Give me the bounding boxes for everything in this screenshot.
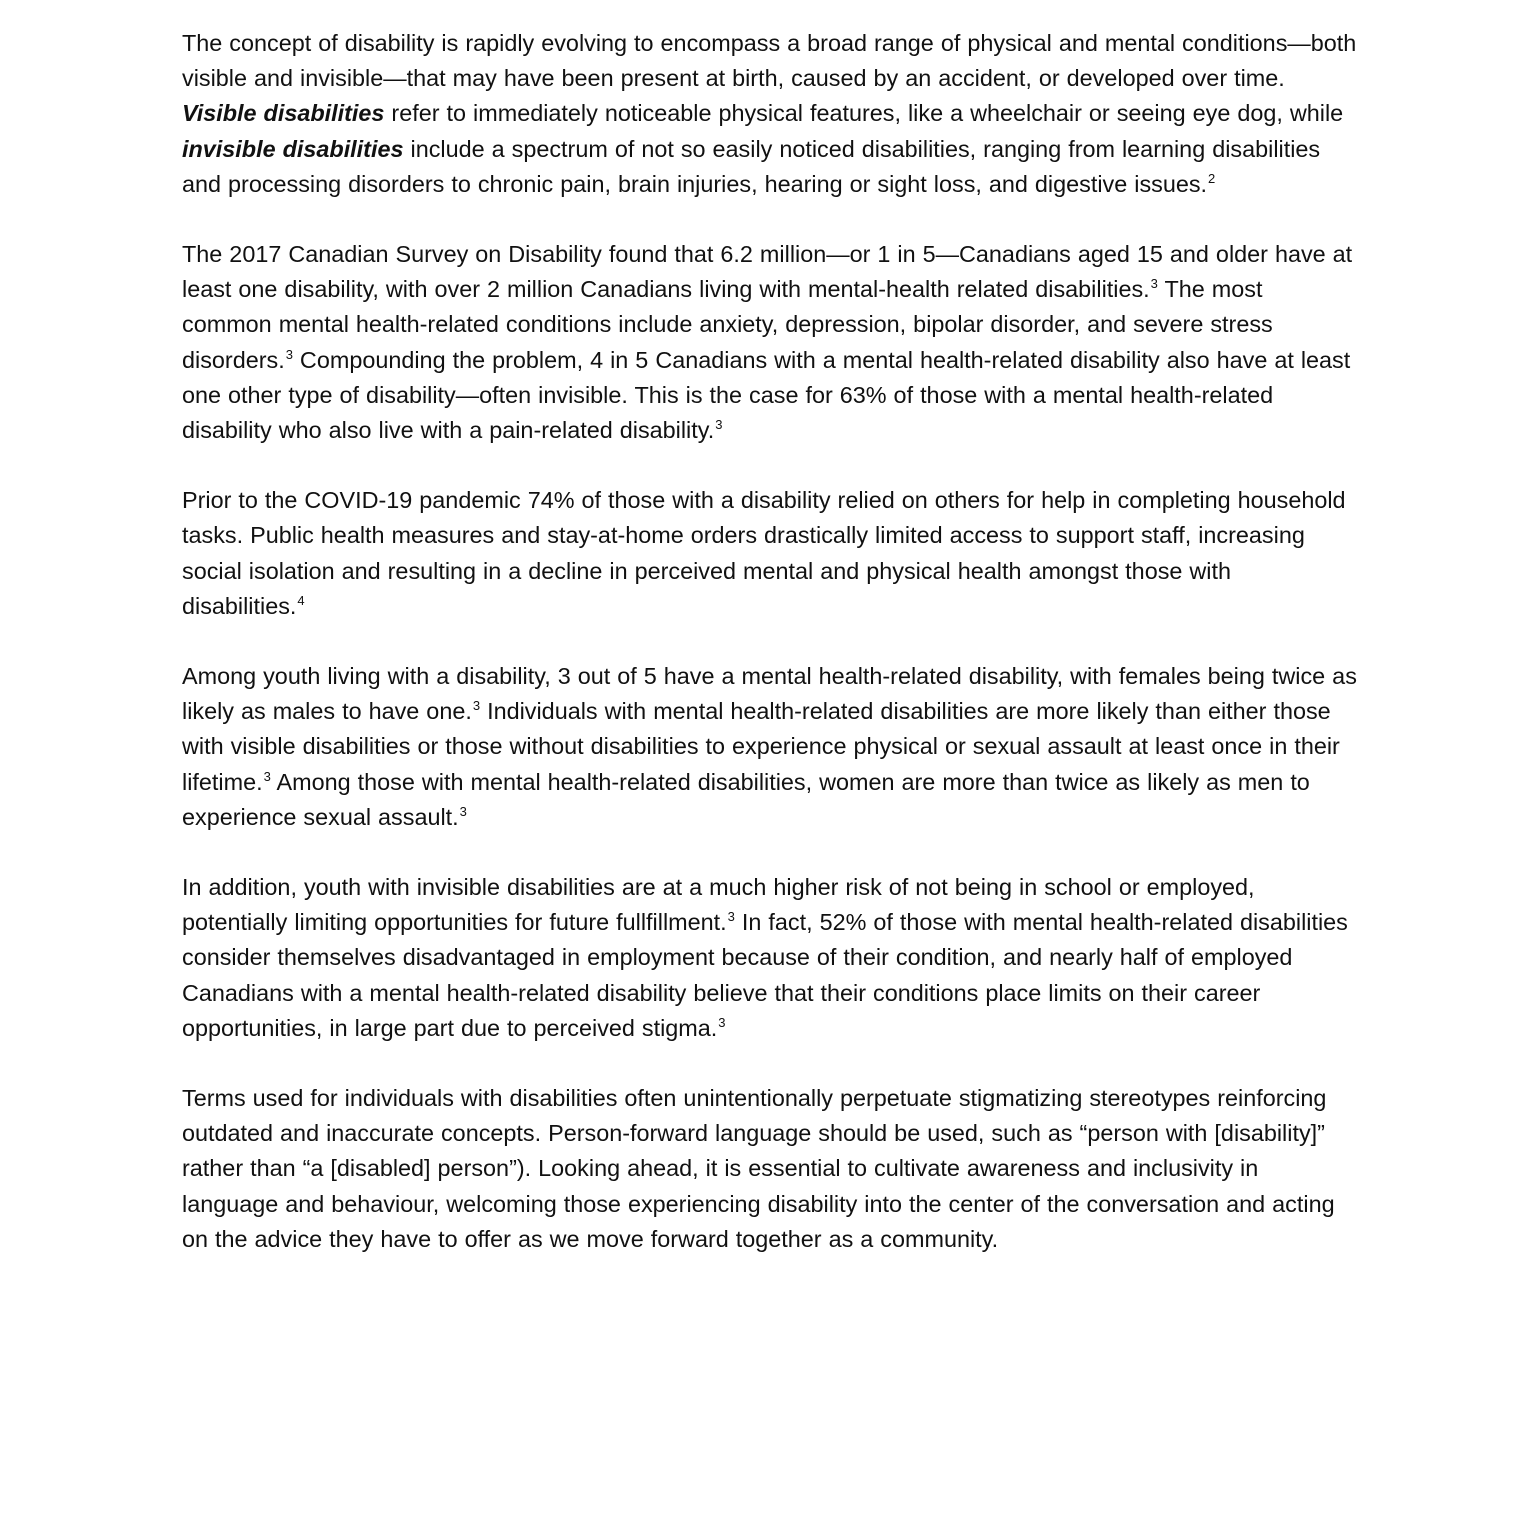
text: Individuals with mental health-related disabilities are more likely than either those with visible disabilities or those without disabilities to experience physical or sexual assault at least once in their lifetime. bbox=[182, 698, 1340, 795]
text: In addition, youth with invisible disabilities are at a much higher risk of not being in school or employed, potentially limiting opportunities for future fullfillment. bbox=[182, 874, 1255, 936]
footnote-ref: 3 bbox=[472, 698, 481, 714]
footnote-ref: 3 bbox=[1150, 276, 1158, 292]
footnote-ref: 3 bbox=[715, 417, 723, 433]
text: Prior to the COVID-19 pandemic 74% of those with a disability relied on others for help in completing household tasks. Public health measures and stay-at-home orders drastically limited access to support staff, increasing social isolation and resulting in a decline in perceived mental and physical health amongst those with disabilities. bbox=[182, 487, 1346, 619]
paragraph-employment bbox=[182, 870, 1357, 1046]
text: refer to immediately noticeable physical features, like a wheelchair or seeing eye dog, while bbox=[384, 100, 1344, 127]
paragraph-disability-concept bbox=[182, 26, 1357, 202]
paragraph-youth-disability bbox=[182, 659, 1357, 835]
paragraph-survey-findings bbox=[182, 237, 1357, 448]
footnote-ref: 3 bbox=[263, 768, 271, 784]
document-body bbox=[182, 26, 1357, 1292]
footnote-ref: 3 bbox=[727, 909, 735, 925]
footnote-ref: 2 bbox=[1208, 170, 1216, 186]
term-visible-disabilities: Visible disabilities bbox=[182, 100, 385, 127]
text: The most common mental health-related conditions include anxiety, depression, bipolar disorder, and severe stress disorders. bbox=[182, 276, 1273, 373]
paragraph-language bbox=[182, 1081, 1357, 1257]
text: The 2017 Canadian Survey on Disability found that 6.2 million—or 1 in 5—Canadians aged 15 and older have at least one disability, with over 2 million Canadians living with mental-health related disabilities. bbox=[182, 241, 1353, 303]
text: Compounding the problem, 4 in 5 Canadians with a mental health-related disability also have at least one other type of disability—often invisible. This is the case for 63% of those with a mental health-related disability who also live with a pain-related disability. bbox=[182, 346, 1351, 444]
footnote-ref: 3 bbox=[285, 346, 293, 362]
text: The concept of disability is rapidly evolving to encompass a broad range of physical and mental conditions—both visible and invisible—that may have been present at birth, caused by an accident, or developed over time. bbox=[182, 30, 1357, 92]
footnote-ref: 3 bbox=[459, 803, 467, 819]
footnote-ref: 4 bbox=[297, 592, 305, 608]
text: include a spectrum of not so easily noticed disabilities, ranging from learning disabilities and processing disorders to chronic pain, brain injuries, hearing or sight loss, and digestive issues. bbox=[182, 135, 1321, 197]
text: In fact, 52% of those with mental health-related disabilities consider themselves disadvantaged in employment because of their condition, and nearly half of employed Canadians with a mental health-related disability believe that their conditions place limits on their career opportunities, in large part due to perceived stigma. bbox=[182, 909, 1348, 1041]
paragraph-covid-impact bbox=[182, 483, 1357, 624]
term-invisible-disabilities: invisible disabilities bbox=[182, 135, 404, 162]
text: Among those with mental health-related disabilities, women are more than twice as likely as men to experience sexual assault. bbox=[182, 768, 1310, 830]
text: Terms used for individuals with disabilities often unintentionally perpetuate stigmatizing stereotypes reinforcing outdated and inaccurate concepts. Person-forward language should be used, such as “person with [disability]” rather than “a [disabled] person”). Looking ahead, it is essential to cultivate awareness and inclusivity in language and behaviour, welcoming those experiencing disability into the center of the conversation and acting on the advice they have to offer as we move forward together as a community. bbox=[182, 1085, 1335, 1252]
text: Among youth living with a disability, 3 out of 5 have a mental health-related disability, with females being twice as likely as males to have one. bbox=[182, 663, 1357, 725]
footnote-ref: 3 bbox=[718, 1014, 726, 1030]
